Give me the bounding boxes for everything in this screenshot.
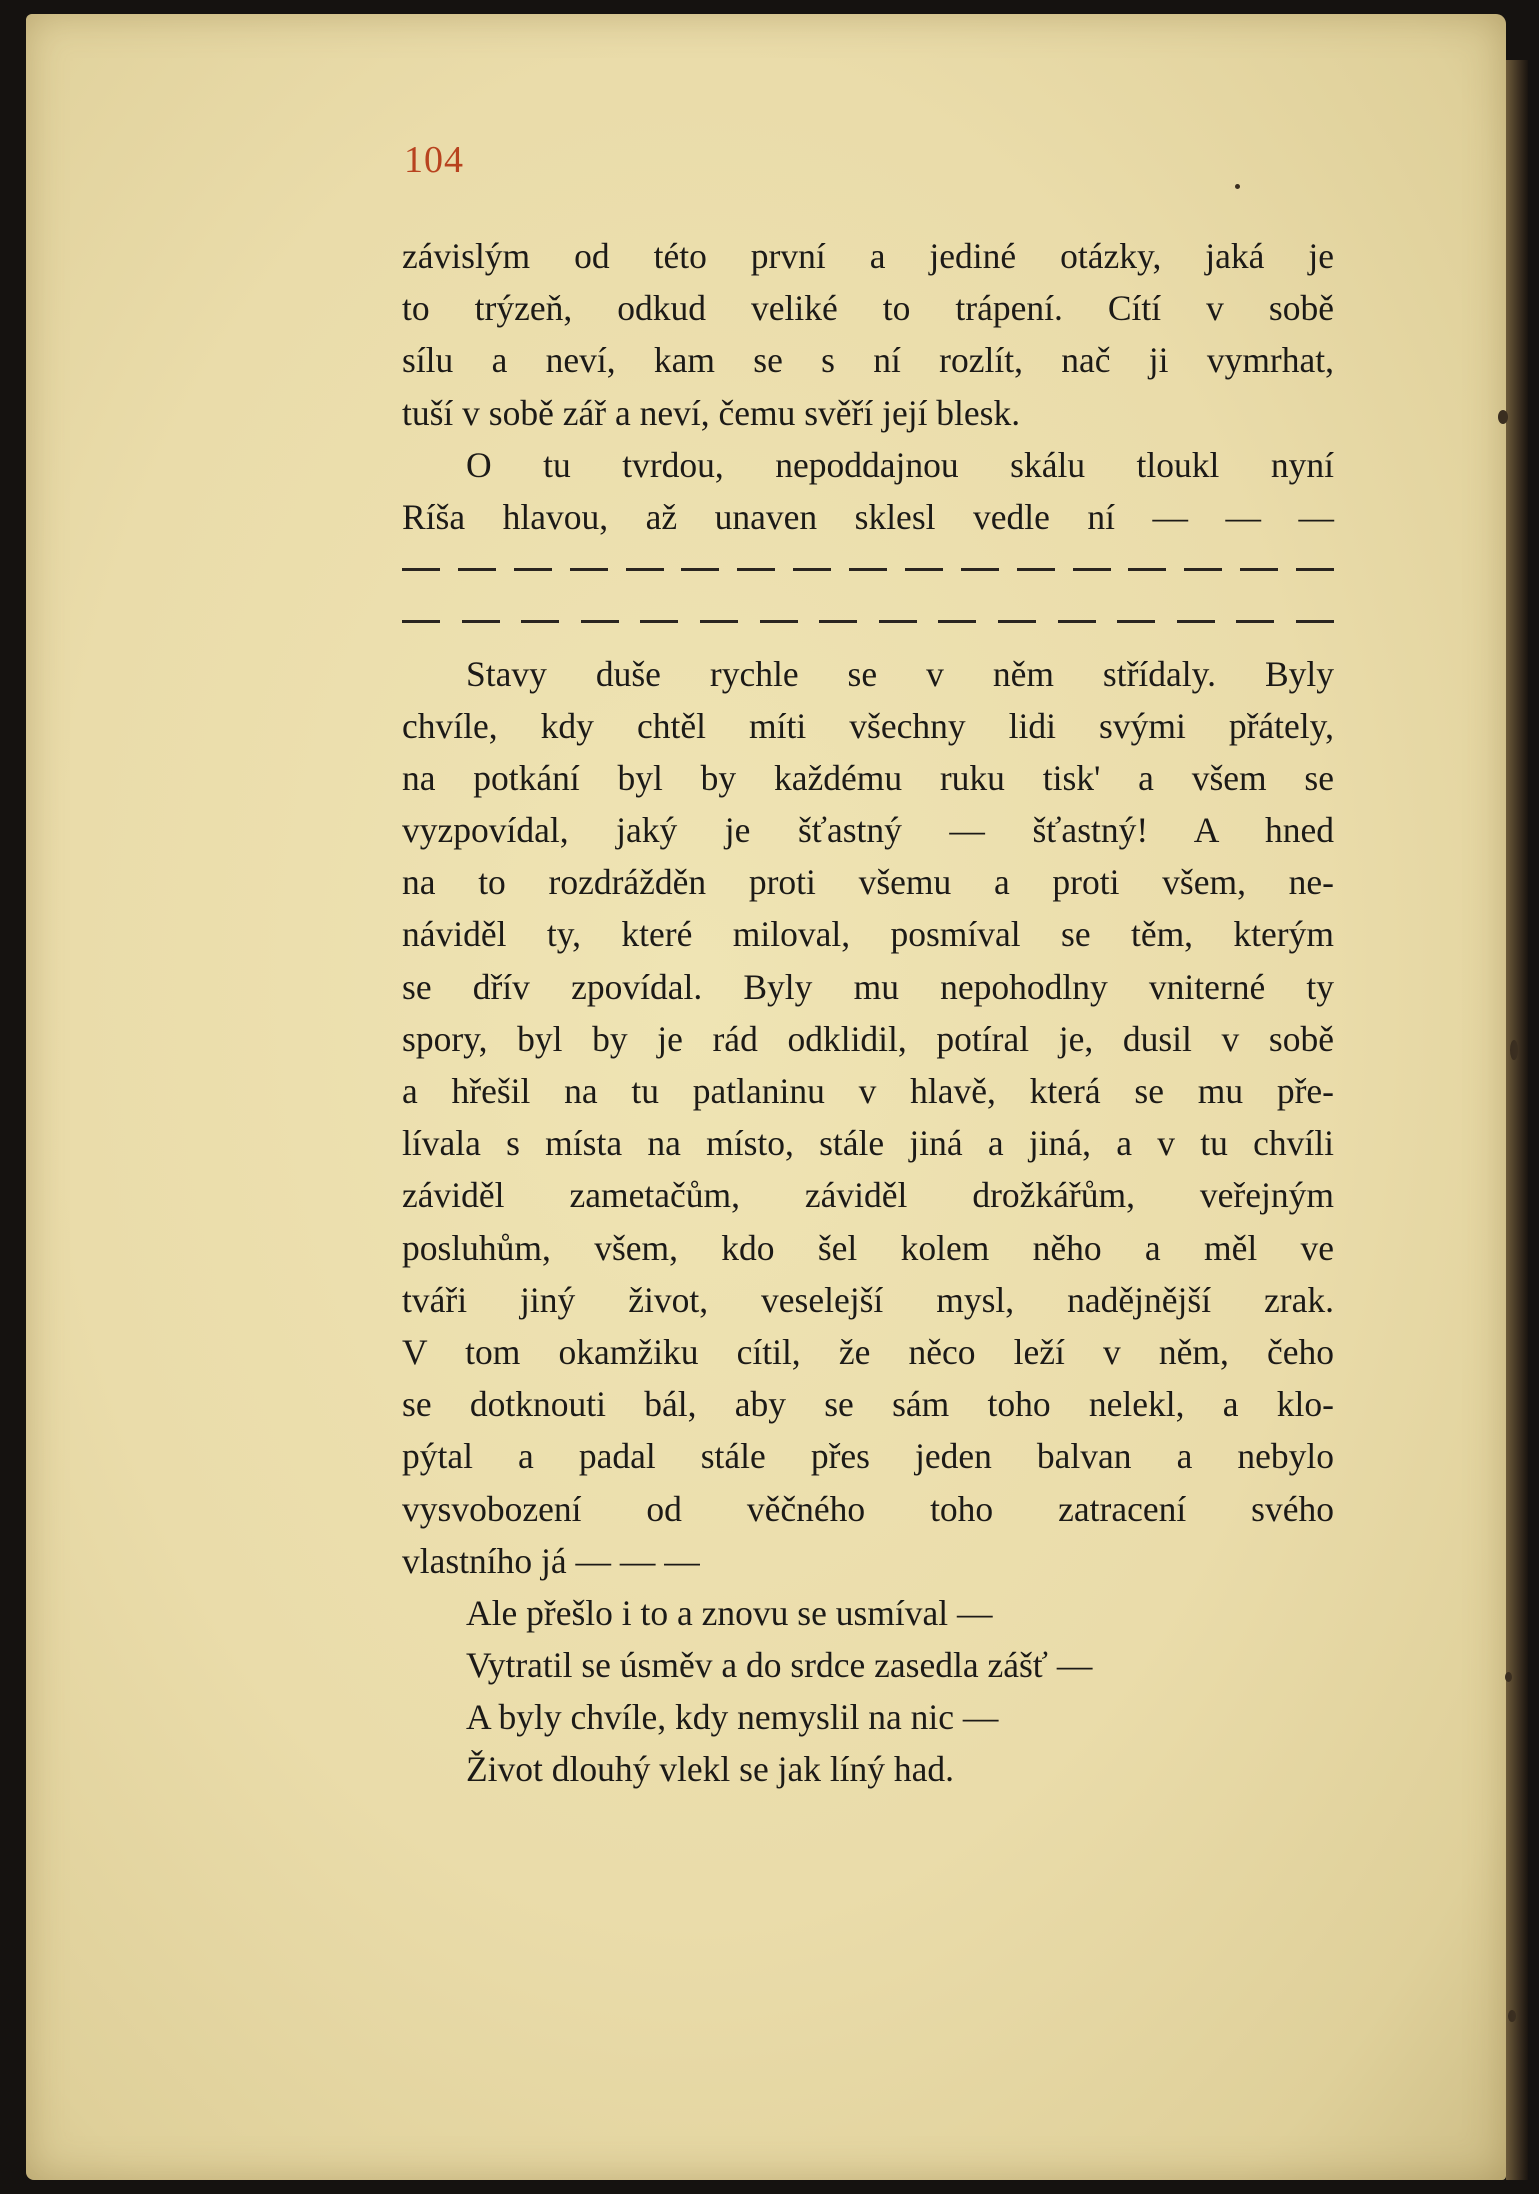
verse-line: Vytratil se úsměv a do srdce zasedla zášť — xyxy=(466,1645,1093,1686)
text-line: pýtal a padal stále přes jeden balvan a nebylo xyxy=(402,1436,1334,1477)
paper-speck xyxy=(1498,410,1508,424)
text-line: závislým od této první a jediné otázky, jaká je xyxy=(402,236,1334,276)
text-line: Stavy duše rychle se v něm střídaly. Byly xyxy=(466,653,1334,694)
text-line: to trýzeň, odkud veliké to trápení. Cítí v sobě xyxy=(402,288,1334,329)
text-line: se dotknouti bál, aby se sám toho nelekl, a klo- xyxy=(402,1384,1334,1425)
text-line: vyzpovídal, jaký je šťastný — šťastný! A hned xyxy=(402,810,1334,851)
text-line: spory, byl by je rád odklidil, potíral je, dusil v sobě xyxy=(402,1018,1334,1059)
text-line: posluhům, všem, kdo šel kolem něho a měl ve xyxy=(402,1227,1334,1268)
text-line: tváři jiný život, veselejší mysl, nadějnější zrak. xyxy=(402,1279,1334,1320)
text-line: na to rozdrážděn proti všemu a proti všem, ne- xyxy=(402,862,1334,903)
page-text xyxy=(402,230,1334,1796)
text-line: vlastního já — — — xyxy=(402,1540,700,1581)
text-line: tuší v sobě zář a neví, čemu svěří její blesk. xyxy=(402,392,1021,433)
paper-speck xyxy=(1505,1672,1512,1682)
page-number: 104 xyxy=(404,139,464,181)
text-line: vysvobození od věčného toho zatracení svého xyxy=(402,1488,1334,1529)
paper-speck xyxy=(1508,2010,1516,2022)
dash-separator xyxy=(402,595,1334,647)
text-line: záviděl zametačům, záviděl drožkářům, veřejným xyxy=(402,1175,1334,1216)
text-line: O tu tvrdou, nepoddajnou skálu tloukl nyní xyxy=(466,444,1334,485)
text-line: se dřív zpovídal. Byly mu nepohodlny vniterné ty xyxy=(402,966,1334,1007)
verse-line: Ale přešlo i to a znovu se usmíval — xyxy=(466,1592,993,1633)
dash-separator xyxy=(402,543,1334,595)
text-line: V tom okamžiku cítil, že něco leží v něm, čeho xyxy=(402,1331,1334,1372)
text-line: Ríša hlavou, až unaven sklesl vedle ní — — — xyxy=(402,496,1334,537)
page-edge xyxy=(1506,60,1528,2180)
text-line: lívala s místa na místo, stále jiná a jiná, a v tu chvíli xyxy=(402,1123,1334,1164)
paper-speck xyxy=(1510,1040,1518,1060)
verse-line: Život dlouhý vlekl se jak líný had. xyxy=(466,1749,955,1790)
paper-speck xyxy=(1235,184,1240,189)
verse-line: A byly chvíle, kdy nemyslil na nic — xyxy=(466,1697,999,1738)
text-line: a hřešil na tu patlaninu v hlavě, která se mu pře- xyxy=(402,1071,1334,1111)
text-line: náviděl ty, které miloval, posmíval se těm, kterým xyxy=(402,914,1334,955)
text-line: chvíle, kdy chtěl míti všechny lidi svými přátely, xyxy=(402,705,1334,746)
text-line: na potkání byl by každému ruku tisk' a všem se xyxy=(402,757,1334,798)
text-line: sílu a neví, kam se s ní rozlít, nač ji vymrhat, xyxy=(402,340,1334,381)
